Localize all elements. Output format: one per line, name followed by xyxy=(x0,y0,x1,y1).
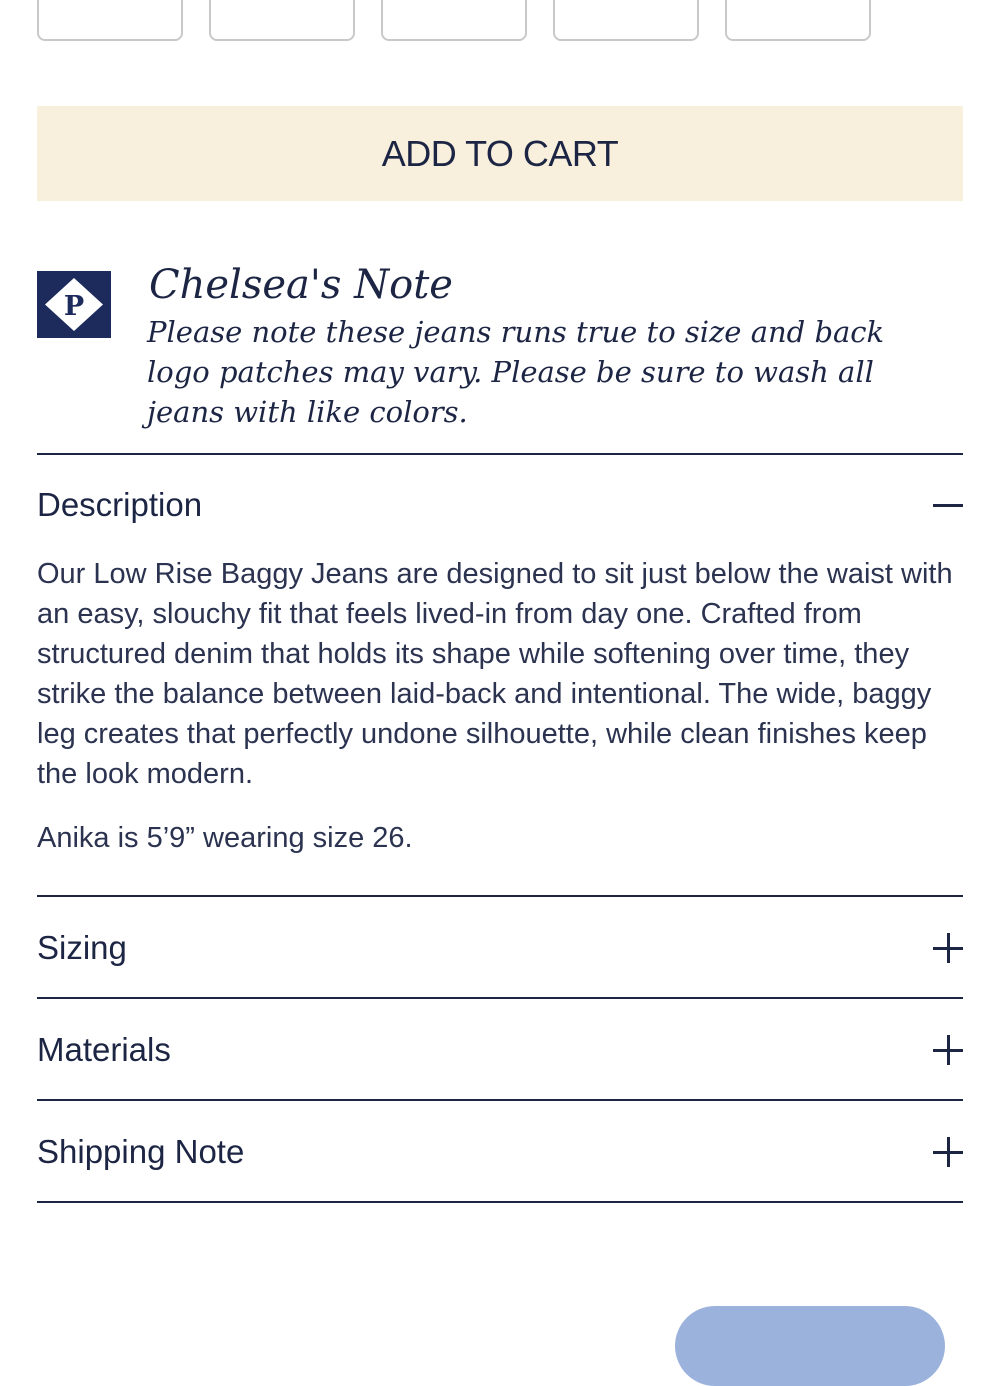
note-title: Chelsea's Note xyxy=(149,262,453,308)
accordion-materials-header[interactable] xyxy=(37,999,963,1100)
model-size-note: Anika is 5’9” wearing size 26. xyxy=(37,822,413,854)
svg-text:P: P xyxy=(63,291,85,322)
diamond-p-icon xyxy=(37,271,111,338)
accordion-shipping-header[interactable] xyxy=(37,1101,963,1202)
divider xyxy=(37,453,963,455)
size-option-32[interactable] xyxy=(725,0,871,41)
floating-chat-button[interactable] xyxy=(675,1306,945,1386)
minus-icon[interactable] xyxy=(933,490,963,520)
add-to-cart-button[interactable]: ADD TO CART xyxy=(37,106,963,201)
accordion-shipping-label: Shipping Note xyxy=(37,1132,245,1170)
size-option-29[interactable] xyxy=(209,0,355,41)
accordion-materials-label: Materials xyxy=(37,1030,171,1068)
size-option-30[interactable] xyxy=(381,0,527,41)
accordion-sizing-label: Sizing xyxy=(37,928,127,966)
divider xyxy=(37,1201,963,1203)
description-paragraph: Our Low Rise Baggy Jeans are designed to sit just below the waist with an easy, slouchy fit that feels lived-in from day one. Crafted from structured denim that holds its shape while softening over time, they strike the balance between laid-back and intentional. The wide, baggy leg creates that perfectly undone silhouette, while clean finishes keep the look modern. xyxy=(37,558,953,790)
size-selector xyxy=(37,0,871,41)
plus-icon[interactable] xyxy=(933,1035,963,1065)
plus-icon[interactable] xyxy=(933,1137,963,1167)
accordion-sizing-header[interactable] xyxy=(37,897,963,998)
accordion-description-header[interactable] xyxy=(37,482,963,528)
accordion-description-label: Description xyxy=(37,486,203,523)
size-option-28[interactable] xyxy=(37,0,183,41)
note-body: Please note these jeans runs true to size and back logo patches may vary. Please be sure to wash all jeans with like colors. xyxy=(147,315,885,429)
plus-icon[interactable] xyxy=(933,933,963,963)
brand-logo-icon xyxy=(37,271,111,338)
description-content xyxy=(37,554,967,858)
size-option-31[interactable] xyxy=(553,0,699,41)
